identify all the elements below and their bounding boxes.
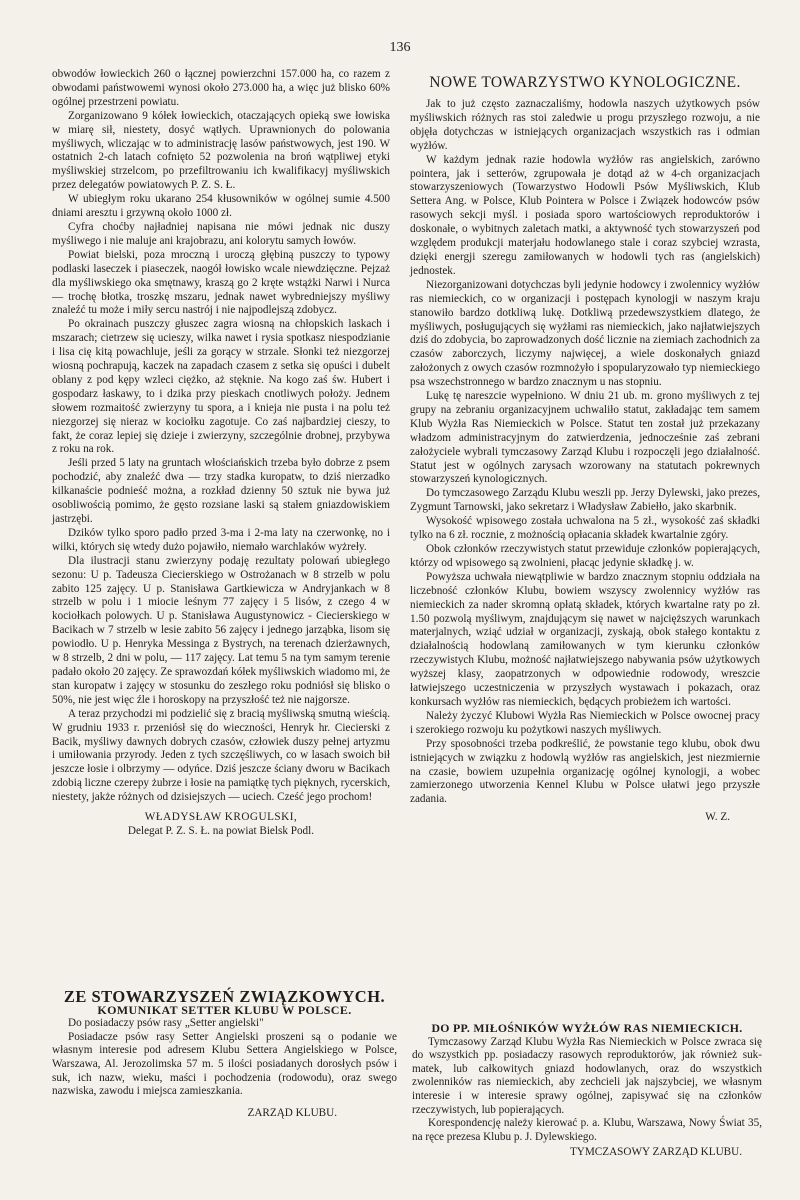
- section-subtitle: KOMUNIKAT SETTER KLUBU W POLSCE.: [97, 1002, 352, 1017]
- paragraph: Dla ilustracji stanu zwierzyny podaję rezultaty polowań ubiegłego sezonu: U p. Tadeusza Ciecierskiego w Ostrożanach w 8 strzelb w polu zabito 125 zajęcy. U p. Stanisława Gartkiewicza w Andryjankach w 8 strzelb w polu i 1 miocie leśnym 77 zajęcy i 5 lisów, z czego 4 w kociołkach polowych. U p. Stanisława Augustynowicz - Ciecierskiego w Bacikach w 7 strzelb w lesie zabito 56 zajęcy i jednego jarząbka, lisom się powiodło. U p. Henryka Messinga z Bystrych, na terenach dzierżawnych, w 8 strzelb, 2 dni w polu, — 117 zajęcy. Lat temu 5 na tym samym terenie padało około 20 zajęcy. Ze sprawozdań kółek myśliwskich wiadomo mi, że stan kuropatw i zajęcy w stosunku do zeszłego roku podniósł się blisko o 50%, nie jest więc źle i horoskopy na przyszłość też nie najgorsze.: [52, 554, 390, 706]
- club-notice-german-pointers: [412, 1022, 762, 1160]
- paragraph: Po okrainach puszczy głuszec zagra wiosną na chłopskich laskach i mszarach; cietrzew się ucieszy, wilka nawet i rysia spotkasz niespodzianie i lisa cię kitą powachluje, jeśli za gorący w strzale. Słonki też niezgorzej wiosną pochrapują, kaczek na zapadach czasem z setka się opuści i dubelt oblany z pod kępy wzleci ciężko, aż stęknie. Na kogo zaś św. Hubert i gospodarz łaskawy, to i dzika przy pieskach cnotliwych położy. Jednem słowem rozmaitość zwierzyny tu spora, a i knieja nie pusta i na polu też niezgorzej się nieraz w kociołku zagotuje. Co zaś najbardziej cieszy, to fakt, że coraz lepiej się dzieje i zwierzyny, szczególnie drobnej, przybywa z roku na rok.: [52, 318, 390, 456]
- paragraph: Niezorganizowani dotychczas byli jedynie hodowcy i zwolennicy wyżłów ras niemieckich, co w organizacji i postępach kynologji w naszym kraju stanowiło bardzo dotkliwą lukę. Dotkliwą przedewszystkiem dlatego, że myśliwych, posługujących się wyżłami ras niemieckich, jako najłatwiejszych dziś do zdobycia, bo zaprowadzonych dość licznie na ziemiach zachodnich za czasów zaborczych, liczymy najwięcej, a wiele doskonałych gniazd założonych z owych czasów rozmnożyło i spopularyzowało typ niemieckiego psa wszechstronnego w bardzo znacznym u nas stopniu.: [410, 278, 760, 389]
- paragraph: W ubiegłym roku ukarano 254 kłusowników w ogólnej sumie 4.500 dniami aresztu i grzywną około 1000 zł.: [52, 193, 390, 220]
- paragraph: Posiadacze psów rasy Setter Angielski proszeni są o podanie we własnym interesie pod adresem Klubu Settera Angielskiego w Polsce, Warszawa, Al. Jerozolimska 57 m. 5 ilości posiadanych dorosłych psów i suk, ich nazw, wieku, maści i pochodzenia (rodowodu), oraz swego nazwiska, zawodu i miejsca zamieszkania.: [52, 1030, 397, 1098]
- section-title: DO PP. MIŁOŚNIKÓW WYŻŁÓW RAS NIEMIECKICH.: [431, 1021, 743, 1035]
- right-article-column: [410, 68, 760, 825]
- paragraph: Przy sposobności trzeba podkreślić, że powstanie tego klubu, obok dwu istniejących w związku z hodowlą wyżłów ras angielskich, jest niezmiernie na czasie, bowiem uzupełnia organizację ogólnej kynologji, a wobec zamierzonego utworzenia Kennel Klubu w Polsce ułatwi jego przyszłe zadania.: [410, 737, 760, 806]
- paragraph: obwodów łowieckich 260 o łącznej powierzchni 157.000 ha, co razem z obwodami państwowemi wynosi około 273.000 ha, a więc już blisko 60% ogólnej przestrzeni powiatu.: [52, 68, 390, 108]
- paragraph: Powiat bielski, poza mroczną i uroczą głębiną puszczy to typowy podlaski laseczek i piaseczek, naogół łowisko wcale niewdzięczne. Pejzaż dla myśliwskiego oka smętnawy, kraszą go 2 kręte wstążki Narwi i Nurca — trochę błotka, troszkę mszaru, jednak nawet wybredniejszy myśliwy znaleźć tu może i miły sercu nastrój i nie najpodlejszą zdobycz.: [52, 248, 390, 317]
- signature-title: Delegat P. Z. S. Ł. na powiat Bielsk Podl.: [127, 824, 315, 837]
- paragraph: Zorganizowano 9 kółek łowieckich, otaczających opieką swe łowiska w miarę sił, niestety, dosyć wątłych. Uprawnionych do polowania myśliwych, wliczając w to administrację lasów państwowych, jest 190. W ostatnich 2-ch latach cofnięto 52 pozwolenia na broń wątpliwej etyki myśliwskiej strzelcom, po przefiltrowaniu ich kwalifikacyj myśliwskich przez delegatów powiatowych P. Z. S. Ł.: [52, 109, 390, 192]
- paragraph: Cyfra choćby najładniej napisana nie mówi jednak nic duszy myśliwego i nie maluje ani krajobrazu, ani kolorytu samych łowów.: [52, 220, 390, 247]
- paragraph: Dzików tylko sporo padło przed 3-ma i 2-ma laty na czerwonkę, no i wilki, których się wtedy dużo pojawiło, niemało warchlaków wyżreły.: [52, 526, 390, 553]
- paragraph: Korespondencję należy kierować p. a. Klubu, Warszawa, Nowy Świat 35, na ręce prezesa Klubu p. J. Dylewskiego.: [412, 1117, 762, 1143]
- signature: TYMCZASOWY ZARZĄD KLUBU.: [569, 1146, 742, 1159]
- paragraph: Jeśli przed 5 laty na gruntach włościańskich trzeba było dobrze z psem pochodzić, aby znaleźć dwa — trzy stadka kuropatw, to dziś nierzadko kilkanaście podnieść można, a rozkład dzienny 50 sztuk nie bywa już osobliwością pomimo, że gęsto rozsiane laski są stałem gniazdowiskiem jastrzębi.: [52, 457, 390, 525]
- paragraph: Wysokość wpisowego została uchwalona na 5 zł., wysokość zaś składki tylko na 6 zł. rocznie, z możnością opłacania składek kwartalnie zgóry.: [410, 515, 760, 542]
- paragraph: Tymczasowy Zarząd Klubu Wyżła Ras Niemieckich w Polsce zwraca się do wszystkich pp. posiadaczy rasowych reproduktorów, jak również suk-matek, lub całkowitych gniazd hodowlanych, oraz do wszystkich zwolenników ras niemieckich, aby zechcieli jak najszybciej, we własnym interesie i w interesie sprawy ogólnej, zapisywać się na członków rzeczywistych, lub popierających.: [412, 1035, 762, 1116]
- signature: W. Z.: [705, 811, 730, 824]
- paragraph: W każdym jednak razie hodowla wyżłów ras angielskich, zarówno pointera, jak i setterów, zgrupowała je dotąd aż w 4-ch organizacjach stowarzyszeniowych (Towarzystwo Hodowli Psów Myśliwskich, Klub Settera Ang. w Polsce, Klub Pointera w Polsce i Związek hodowców psów rasowych sekcji myśl. i posiada sporo wartościowych reproduktorów i doskonałe, o wybitnych zaletach matki, a aktywność tych stowarzyszeń pod względem produkcji materjału hodowlanego stale i coraz szybciej wzrasta, dzięki energji szeregu zamiłowanych w hodowli tych ras (angielskich) jednostek.: [410, 153, 760, 277]
- paragraph: Do posiadaczy psów rasy „Setter angielski": [68, 1017, 264, 1030]
- paragraph: Obok członków rzeczywistych statut przewiduje członków popierających, którzy od wpisowego są zwolnieni, płacąc jedynie składkę j. w.: [410, 543, 760, 569]
- signature: ZARZĄD KLUBU.: [247, 1106, 337, 1119]
- paragraph: Lukę tę nareszcie wypełniono. W dniu 21 ub. m. grono myśliwych z tej grupy na zebraniu organizacyjnem uchwaliło statut, zakładając tem samem Klub Wyżła Ras Niemieckich w Polsce. Statut ten został już przekazany władzom administracyjnym do zatwierdzenia, jednocześnie zaś zebrani założyciele wybrali tymczasowy Zarząd Klubu i rozpoczęli jego działalność. Statut jest w ogólnych zarysach wzorowany na statutach pokrewnych stowarzyszeń kynologicznych.: [410, 390, 760, 486]
- paragraph: Do tymczasowego Zarządu Klubu weszli pp. Jerzy Dylewski, jako prezes, Zygmunt Tarnowski, jako sekretarz i Władysław Zabiełło, jako skarbnik.: [410, 487, 760, 514]
- paragraph: Powyższa uchwała niewątpliwie w bardzo znacznym stopniu oddziała na liczebność członków Klubu, bowiem wszyscy zwolennicy wyżłów ras niemieckich za nader skromną opłatą składek, których kwartalne raty po zł. 1.50 pozwolą myśliwym, znajdującym się nawet w najcięższych warunkach materjalnych, wziąć udział w organizacji, zyskają, obok stałego kontaktu z działalnością hodowlaną zamiłowanych w tym kierunku członków rzeczywistych Klubu, możność najłatwiejszego nabywania psów użytkowych wyższej klasy, zaopatrzonych w odpowiednie rodowody, wreszcie łatwiejszego uczestniczenia w przyszłych wystawach i pokazach, oraz konkursach wyżłów ras niemieckich, będących probieżem ich wartości.: [410, 570, 760, 708]
- paragraph: Należy życzyć Klubowi Wyżła Ras Niemieckich w Polsce owocnej pracy i szerokiego rozwoju ku pożytkowi naszych myśliwych.: [410, 709, 760, 736]
- signature-name: WŁADYSŁAW KROGULSKI,: [144, 811, 298, 824]
- club-notice-setter: [52, 987, 397, 1120]
- article-title: NOWE TOWARZYSTWO KYNOLOGICZNE.: [429, 74, 741, 91]
- section-title: ZE STOWARZYSZEŃ ZWIĄZKOWYCH.: [63, 987, 386, 1006]
- page-number: 136: [389, 40, 411, 55]
- paragraph: A teraz przychodzi mi podzielić się z bracią myśliwską smutną wieścią. W grudniu 1933 r. przeniósł się do wieczności, Henryk hr. Ciecierski z Bacik, myśliwy dawnych dobrych czasów, człowiek duszy pełnej artyzmu i umiłowania przyrody. Jeden z tych szczęśliwych, co w lasach swoich bił jeszcze łosie i olbrzymy — odyńce. Dziś jeszcze ściany dworu w Bacikach zdobią liczne czerepy żubrze i łosie na pamiątkę tych pięknych, rycerskich, niestety, jakże różnych od dzisiejszych — uciech. Cześć jego prochom!: [52, 707, 390, 804]
- paragraph: Jak to już często zaznaczaliśmy, hodowla naszych użytkowych psów myśliwskich różnych ras stoi zaledwie u progu przyszłego rozwoju, a nie objęła dotychczas w istniejących organizacjach wszystkich ras i odmian wyżłów.: [410, 98, 760, 152]
- left-article-column: [52, 68, 390, 839]
